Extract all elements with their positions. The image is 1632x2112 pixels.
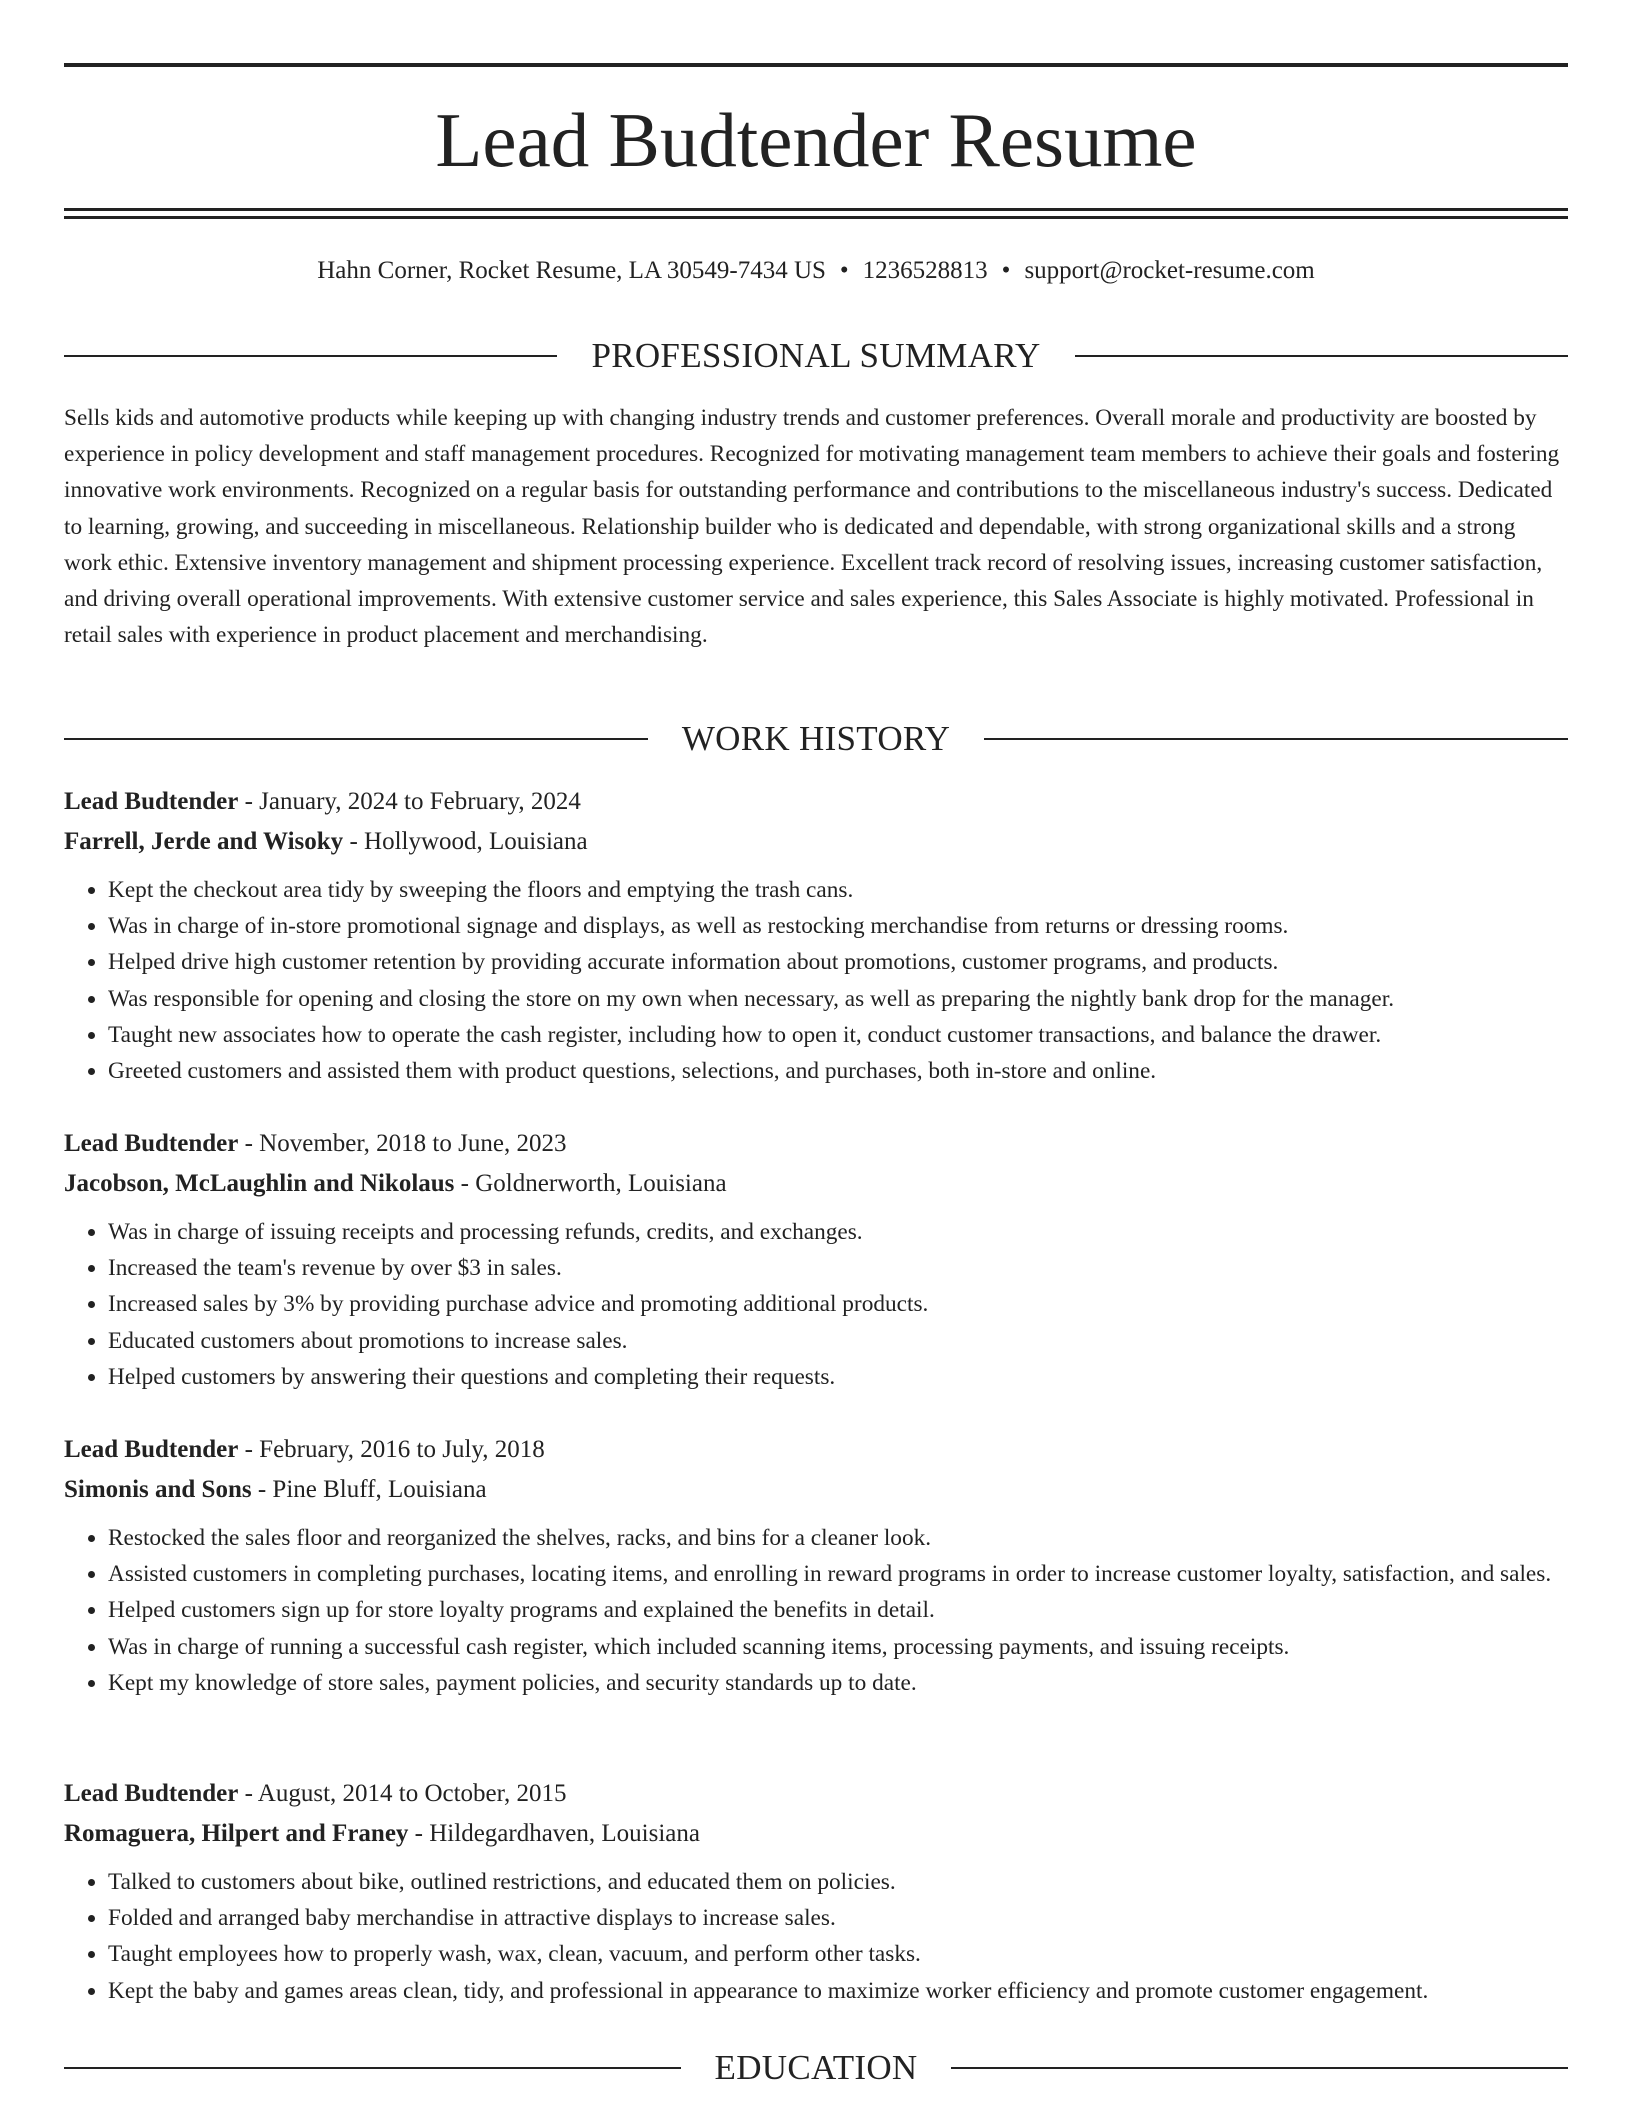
job-bullets [64, 872, 1568, 1089]
job-title-line [64, 1124, 1568, 1164]
section-title: WORK HISTORY [681, 719, 951, 758]
section-title: PROFESSIONAL SUMMARY [591, 336, 1041, 375]
job-title: Lead Budtender [64, 788, 239, 815]
job-bullet: • Was responsible for opening and closing the store on my own when necessary, as well as preparing the nightly bank drop for the manager. [108, 981, 1568, 1017]
header-top-rule [64, 63, 1568, 67]
section-rule-right [984, 738, 1568, 740]
job-company: Romaguera, Hilpert and Franey [64, 1820, 409, 1847]
section-rule-left [64, 2067, 681, 2069]
job-dates: - January, 2024 to February, 2024 [238, 788, 581, 815]
contact-email: support@rocket-resume.com [1024, 257, 1315, 284]
job-bullet: • Increased sales by 3% by providing purchase advice and promoting additional products. [108, 1286, 1568, 1322]
section-heading-summary [64, 334, 1568, 378]
job-bullet: • Assisted customers in completing purchases, locating items, and enrolling in reward programs in order to increase customer loyalty, satisfaction, and sales. [108, 1556, 1568, 1592]
job-entry [64, 782, 1568, 1089]
job-bullet: • Folded and arranged baby merchandise in attractive displays to increase sales. [108, 1900, 1568, 1936]
job-location: - Goldnerworth, Louisiana [454, 1170, 727, 1197]
job-title-line [64, 1430, 1568, 1470]
job-bullet: • Greeted customers and assisted them with product questions, selections, and purchases, both in-store and online. [108, 1053, 1568, 1089]
resume-title: Lead Budtender Resume [435, 97, 1197, 183]
section-heading-education [64, 2046, 1568, 2090]
section-rule-right [951, 2067, 1568, 2069]
job-bullet: • Taught employees how to properly wash, wax, clean, vacuum, and perform other tasks. [108, 1936, 1568, 1972]
section-rule-left [64, 355, 557, 357]
job-title: Lead Budtender [64, 1780, 239, 1807]
section-heading-work-history [64, 717, 1568, 761]
job-bullet: • Was in charge of issuing receipts and processing refunds, credits, and exchanges. [108, 1214, 1568, 1250]
job-bullet: • Restocked the sales floor and reorganized the shelves, racks, and bins for a cleaner look. [108, 1520, 1568, 1556]
job-bullet: • Helped customers sign up for store loyalty programs and explained the benefits in detail. [108, 1592, 1568, 1628]
contact-separator: • [839, 257, 849, 284]
job-bullet: • Was in charge of running a successful cash register, which included scanning items, processing payments, and issuing receipts. [108, 1629, 1568, 1665]
job-title-line [64, 782, 1568, 822]
job-company: Farrell, Jerde and Wisoky [64, 828, 344, 855]
section-title: EDUCATION [714, 2048, 918, 2087]
job-title: Lead Budtender [64, 1130, 239, 1157]
job-dates: - February, 2016 to July, 2018 [238, 1436, 545, 1463]
contact-address: Hahn Corner, Rocket Resume, LA 30549-7434 US [317, 257, 826, 284]
contact-line [64, 254, 1568, 288]
job-bullets [64, 1864, 1568, 2009]
contact-phone: 1236528813 [862, 257, 988, 284]
job-entry [64, 1124, 1568, 1395]
job-bullet: • Increased the team's revenue by over $3 in sales. [108, 1250, 1568, 1286]
job-bullets [64, 1214, 1568, 1395]
job-entry [64, 1430, 1568, 1701]
job-location: - Hollywood, Louisiana [343, 828, 588, 855]
job-bullet: • Taught new associates how to operate the cash register, including how to open it, conduct customer transactions, and balance the drawer. [108, 1017, 1568, 1053]
job-title-line [64, 1774, 1568, 1814]
job-location: - Hildegardhaven, Louisiana [408, 1820, 700, 1847]
job-dates: - August, 2014 to October, 2015 [238, 1780, 567, 1807]
job-company-line [64, 822, 1568, 862]
job-entry [64, 1774, 1568, 2009]
section-rule-right [1075, 355, 1568, 357]
job-bullet: • Talked to customers about bike, outlined restrictions, and educated them on policies. [108, 1864, 1568, 1900]
contact-separator: • [1001, 257, 1011, 284]
job-bullets [64, 1520, 1568, 1701]
job-bullet: • Kept the checkout area tidy by sweeping the floors and emptying the trash cans. [108, 872, 1568, 908]
job-title: Lead Budtender [64, 1436, 239, 1463]
job-company: Jacobson, McLaughlin and Nikolaus [64, 1170, 455, 1197]
section-rule-left [64, 738, 648, 740]
job-bullet: • Kept my knowledge of store sales, payment policies, and security standards up to date. [108, 1665, 1568, 1701]
job-bullet: • Helped drive high customer retention by providing accurate information about promotions, customer programs, and products. [108, 944, 1568, 980]
header-bottom-rule-1 [64, 208, 1568, 211]
job-company-line [64, 1814, 1568, 1854]
header-bottom-rule-2 [64, 216, 1568, 219]
job-bullet: • Educated customers about promotions to increase sales. [108, 1323, 1568, 1359]
job-company: Simonis and Sons [64, 1476, 252, 1503]
job-company-line [64, 1164, 1568, 1204]
summary-text: Sells kids and automotive products while keeping up with changing industry trends and customer preferences. Overall morale and productivity are boosted by experience in policy development and staff management procedures. Recognized for motivating management team members to achieve their goals and fostering innovative work environments. Recognized on a regular basis for outstanding performance and contributions to the miscellaneous industry's success. Dedicated to learning, growing, and succeeding in miscellaneous. Relationship builder who is dedicated and dependable, with strong organizational skills and a strong work ethic. Extensive inventory management and shipment processing experience. Excellent track record of resolving issues, increasing customer satisfaction, and driving overall operational improvements. With extensive customer service and sales experience, this Sales Associate is highly motivated. Professional in retail sales with experience in product placement and merchandising. [64, 405, 1560, 649]
job-company-line [64, 1470, 1568, 1510]
job-bullet: • Kept the baby and games areas clean, tidy, and professional in appearance to maximize worker efficiency and promote customer engagement. [108, 1973, 1568, 2009]
job-dates: - November, 2018 to June, 2023 [238, 1130, 567, 1157]
job-location: - Pine Bluff, Louisiana [251, 1476, 487, 1503]
job-bullet: • Was in charge of in-store promotional signage and displays, as well as restocking merchandise from returns or dressing rooms. [108, 908, 1568, 944]
job-bullet: • Helped customers by answering their questions and completing their requests. [108, 1359, 1568, 1395]
